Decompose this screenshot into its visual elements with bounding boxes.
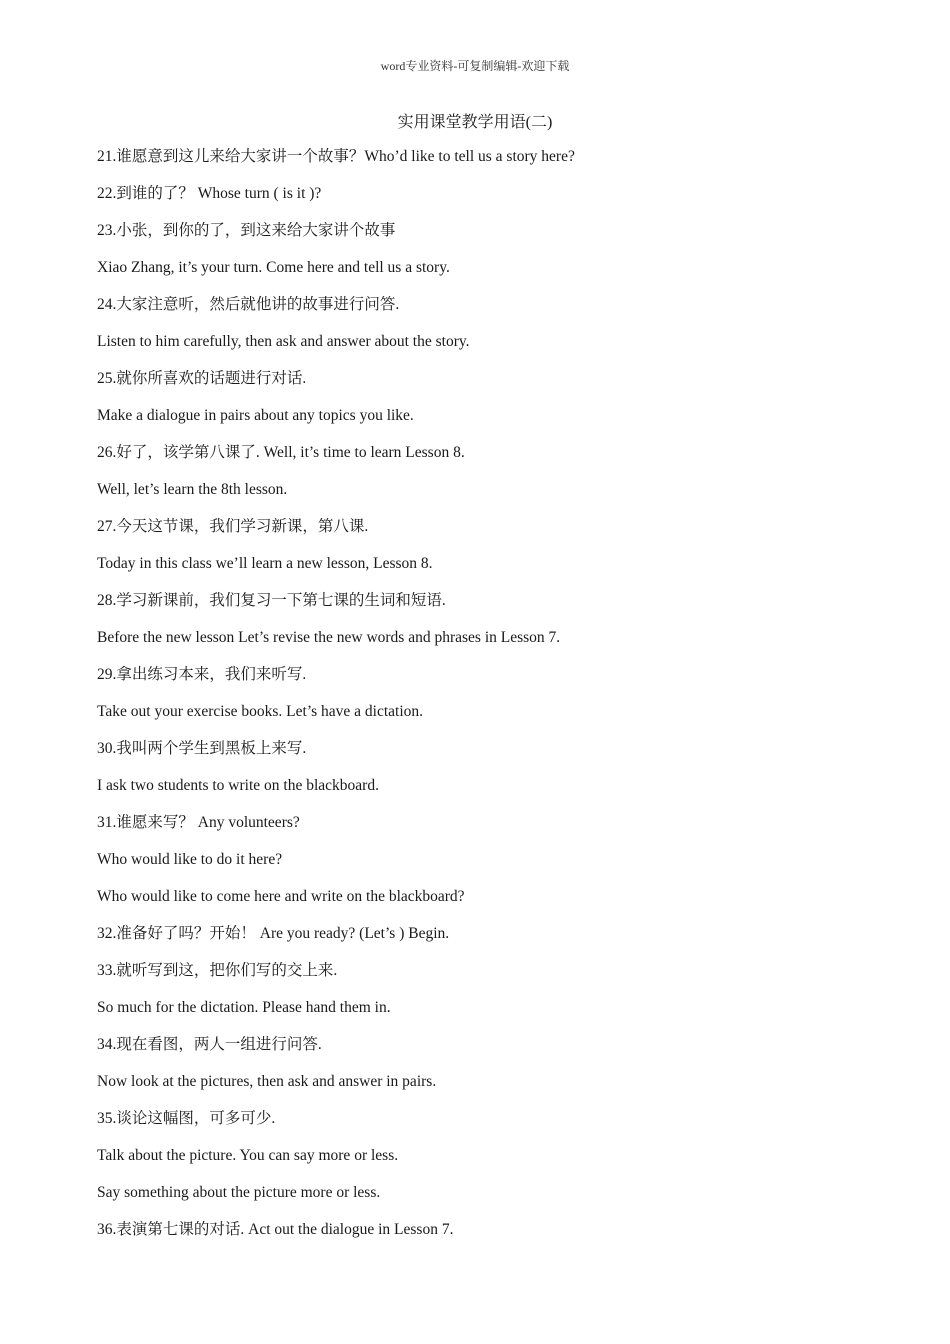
- list-item: 35.谈论这幅图，可多可少.: [97, 1110, 276, 1127]
- list-item: 27.今天这节课，我们学习新课，第八课.: [97, 518, 369, 535]
- list-item: 24.大家注意听，然后就他讲的故事进行问答.: [97, 296, 400, 313]
- list-item: Who would like to come here and write on the blackboard?: [97, 888, 465, 905]
- page-header: word专业资料-可复制编辑-欢迎下载: [380, 59, 570, 73]
- list-item: 32.准备好了吗？开始！ Are you ready? (Let’s ) Begin.: [97, 925, 450, 942]
- list-item: Xiao Zhang, it’s your turn. Come here and tell us a story.: [97, 259, 450, 276]
- list-item: So much for the dictation. Please hand them in.: [97, 999, 391, 1016]
- list-item: Who would like to do it here?: [97, 851, 283, 868]
- list-item: 34.现在看图，两人一组进行问答.: [97, 1036, 322, 1053]
- list-item: 31.谁愿来写？ Any volunteers?: [97, 814, 300, 831]
- list-item: 30.我叫两个学生到黑板上来写.: [97, 740, 307, 757]
- list-item: 26.好了，该学第八课了. Well, it’s time to learn Lesson 8.: [97, 444, 465, 461]
- list-item: 28.学习新课前，我们复习一下第七课的生词和短语.: [97, 592, 446, 609]
- list-item: Before the new lesson Let’s revise the new words and phrases in Lesson 7.: [97, 629, 561, 646]
- list-item: 36.表演第七课的对话. Act out the dialogue in Lesson 7.: [97, 1221, 454, 1238]
- list-item: 21.谁愿意到这儿来给大家讲一个故事？Who’d like to tell us a story here?: [97, 148, 575, 165]
- list-item: 22.到谁的了？ Whose turn ( is it )?: [97, 185, 322, 202]
- list-item: Make a dialogue in pairs about any topics you like.: [97, 407, 414, 424]
- list-item: Take out your exercise books. Let’s have a dictation.: [97, 703, 424, 720]
- document-title: 实用课堂教学用语(二): [397, 114, 553, 131]
- list-item: Say something about the picture more or less.: [97, 1184, 381, 1201]
- list-item: Today in this class we’ll learn a new lesson, Lesson 8.: [97, 555, 433, 572]
- list-item: Talk about the picture. You can say more or less.: [97, 1147, 399, 1164]
- list-item: Well, let’s learn the 8th lesson.: [97, 481, 288, 498]
- phrase-list: [97, 145, 910, 1255]
- list-item: I ask two students to write on the blackboard.: [97, 777, 379, 794]
- list-item: Now look at the pictures, then ask and answer in pairs.: [97, 1073, 437, 1090]
- list-item: 25.就你所喜欢的话题进行对话.: [97, 370, 307, 387]
- list-item: 23.小张，到你的了，到这来给大家讲个故事: [97, 222, 396, 239]
- list-item: 33.就听写到这，把你们写的交上来.: [97, 962, 338, 979]
- list-item: Listen to him carefully, then ask and answer about the story.: [97, 333, 470, 350]
- list-item: 29.拿出练习本来，我们来听写.: [97, 666, 307, 683]
